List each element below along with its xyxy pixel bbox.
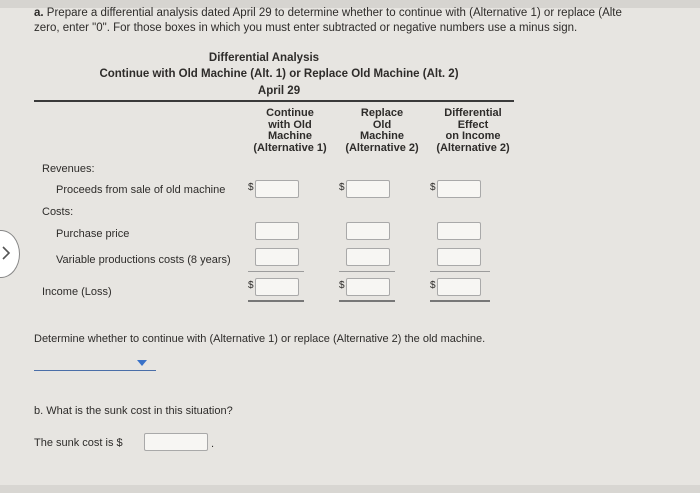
row-label-variable: Variable productions costs (8 years) <box>56 254 231 266</box>
header-rule <box>34 100 514 102</box>
income-differential-input[interactable] <box>437 278 481 296</box>
sunk-cost-period: . <box>211 438 215 450</box>
variable-alt2-input[interactable] <box>346 248 390 266</box>
instructions <box>34 6 694 36</box>
purchase-differential-input[interactable] <box>437 222 481 240</box>
variable-differential-input[interactable] <box>437 248 481 266</box>
part-a-label: a. <box>34 7 44 19</box>
part-b-question: b. What is the sunk cost in this situation? <box>34 405 233 417</box>
determine-question: Determine whether to continue with (Alternative 1) or replace (Alternative 2) the old machine. <box>34 333 486 345</box>
variable-alt1-input[interactable] <box>255 248 299 266</box>
chevron-right-icon <box>1 245 11 261</box>
dropdown-underline <box>34 370 156 371</box>
row-label-revenues: Revenues: <box>42 163 95 175</box>
row-label-income: Income (Loss) <box>42 286 112 298</box>
purchase-alt2-input[interactable] <box>346 222 390 240</box>
currency-sign: $ <box>248 182 254 193</box>
currency-sign: $ <box>430 182 436 193</box>
side-nav-tab[interactable] <box>0 230 20 278</box>
sunk-cost-label: The sunk cost is $ <box>34 437 123 449</box>
instruction-line-1: Prepare a differential analysis dated April 29 to determine whether to continue with (Alternative 1) or replace (Alte <box>46 7 622 19</box>
instruction-line-2: zero, enter "0". For those boxes in which you must enter subtracted or negative numbers use a minus sign. <box>34 22 578 34</box>
subtotal-rule <box>430 271 490 272</box>
row-label-costs: Costs: <box>42 206 74 218</box>
currency-sign: $ <box>339 182 345 193</box>
row-label-proceeds: Proceeds from sale of old machine <box>56 184 226 196</box>
caret-down-icon <box>137 360 147 366</box>
total-rule <box>248 300 304 302</box>
sunk-cost-input[interactable] <box>144 433 208 451</box>
decision-dropdown[interactable] <box>34 352 156 372</box>
bottom-bar <box>0 485 700 493</box>
total-rule <box>339 300 395 302</box>
subtotal-rule <box>339 271 395 272</box>
currency-sign: $ <box>248 280 254 291</box>
currency-sign: $ <box>339 280 345 291</box>
table-date: April 29 <box>257 85 301 97</box>
table-title: Differential Analysis <box>208 52 320 64</box>
currency-sign: $ <box>430 280 436 291</box>
income-alt1-input[interactable] <box>255 278 299 296</box>
column-header-differential: Differential Effect on Income (Alternative 2) <box>436 107 510 154</box>
proceeds-differential-input[interactable] <box>437 180 481 198</box>
row-label-purchase: Purchase price <box>56 228 130 240</box>
subtotal-rule <box>248 271 304 272</box>
income-alt2-input[interactable] <box>346 278 390 296</box>
proceeds-alt1-input[interactable] <box>255 180 299 198</box>
column-header-alt2: Replace Old Machine (Alternative 2) <box>345 107 419 154</box>
total-rule <box>430 300 490 302</box>
proceeds-alt2-input[interactable] <box>346 180 390 198</box>
table-subtitle: Continue with Old Machine (Alt. 1) or Replace Old Machine (Alt. 2) <box>99 68 459 80</box>
purchase-alt1-input[interactable] <box>255 222 299 240</box>
column-header-alt1: Continue with Old Machine (Alternative 1) <box>253 107 327 154</box>
